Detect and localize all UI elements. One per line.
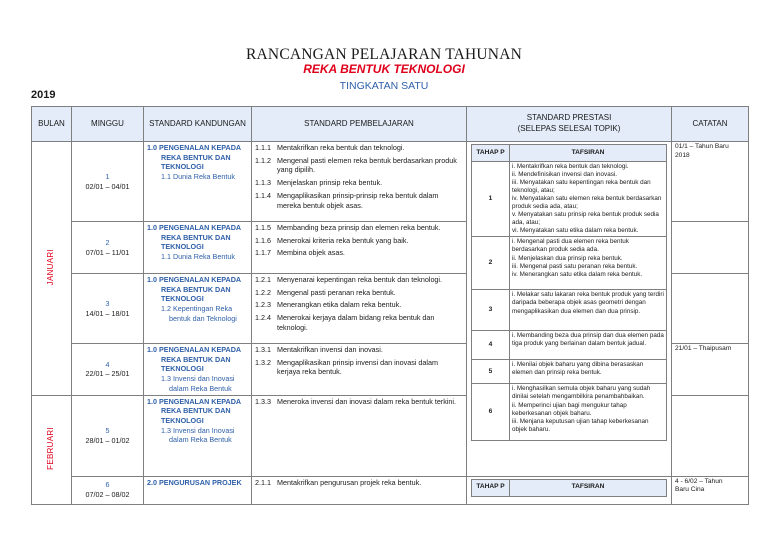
sp-item bbox=[255, 275, 463, 285]
sp-item bbox=[255, 288, 463, 298]
sp-item-text: Mentakrifkan reka bentuk dan teknologi. bbox=[277, 143, 405, 152]
sp-cell bbox=[252, 274, 467, 344]
sk-heading-line: REKA BENTUK DAN bbox=[161, 354, 231, 364]
sp-item-text: Mentakrifkan pengurusan projek reka bentuk. bbox=[277, 477, 422, 487]
sp-item-number: 1.1.5 bbox=[255, 223, 271, 232]
sp-item-number: 1.2.3 bbox=[255, 300, 271, 310]
tafsiran-line: i. Membanding beza dua prinsip dan dua elemen pada tiga produk yang berlainan dalam bentuk jadual. bbox=[512, 332, 664, 348]
sp-item bbox=[255, 345, 463, 355]
col-header-minggu: MINGGU bbox=[72, 107, 144, 142]
sk-cell bbox=[144, 344, 252, 396]
tafsiran-line: i. Melakar satu lakaran reka bentuk produk yang terdiri daripada beberapa objek asas geometri dengan mengaplikasikan dua elemen dan dua prinsip. bbox=[512, 291, 664, 315]
sp-item-number: 1.2.4 bbox=[255, 313, 271, 323]
prestasi-row bbox=[472, 331, 667, 360]
sk-heading: 2.0 PENGURUSAN PROJEK bbox=[147, 477, 242, 487]
sp-cell bbox=[252, 142, 467, 222]
tahap-header: TAHAP P bbox=[472, 479, 510, 496]
sp-item-number: 1.1.7 bbox=[255, 248, 271, 258]
tahap-number: 4 bbox=[472, 331, 510, 360]
tahap-number: 5 bbox=[472, 360, 510, 384]
sp-item bbox=[255, 300, 463, 310]
sp-item-text: Mengaplikasikan prinsip invensi dan inovasi dalam kerjaya reka bentuk. bbox=[277, 357, 439, 377]
sp-cell bbox=[252, 476, 467, 504]
sk-heading: 1.0 PENGENALAN KEPADA bbox=[147, 143, 242, 152]
sp-item-text: Mengenal pasti peranan reka bentuk. bbox=[277, 287, 396, 297]
prestasi-header-line2: (SELEPAS SELESAI TOPIK) bbox=[517, 124, 621, 133]
sp-cell bbox=[252, 395, 467, 476]
tafsiran-text bbox=[510, 162, 667, 237]
prestasi-cell bbox=[467, 142, 672, 477]
sk-heading-line: REKA BENTUK DAN bbox=[161, 406, 231, 416]
tafsiran-text bbox=[510, 237, 667, 290]
sp-cell bbox=[252, 222, 467, 274]
sp-item bbox=[255, 236, 463, 246]
catatan-line: 2018 bbox=[675, 151, 690, 159]
sp-item-text: Mengenal pasti elemen reka bentuk berdasarkan produk yang dipilih. bbox=[277, 155, 457, 175]
week-number: 5 bbox=[105, 425, 110, 435]
week-cell bbox=[72, 476, 144, 504]
sk-cell bbox=[144, 476, 252, 504]
sk-subtopic: 1.1 Dunia Reka Bentuk bbox=[161, 252, 235, 262]
prestasi-header-row bbox=[472, 145, 667, 162]
week-dates: 14/01 – 18/01 bbox=[85, 308, 130, 318]
week-dates: 07/02 – 08/02 bbox=[85, 490, 130, 500]
sp-item-number: 2.1.1 bbox=[255, 477, 271, 487]
sk-heading-line: TEKNOLOGI bbox=[161, 242, 204, 252]
prestasi-row bbox=[472, 290, 667, 331]
sp-item-number: 1.2.2 bbox=[255, 287, 271, 297]
sp-item-text: Menyenarai kepentingan reka bentuk dan teknologi. bbox=[277, 275, 443, 284]
week-cell bbox=[72, 222, 144, 274]
week-number: 1 bbox=[105, 171, 110, 181]
prestasi-row bbox=[472, 360, 667, 384]
sp-item-text: Menerokai kerjaya dalam bidang reka bentuk dan teknologi. bbox=[277, 313, 435, 332]
sk-heading-line: TEKNOLOGI bbox=[161, 416, 204, 426]
sp-item-number: 1.1.6 bbox=[255, 235, 271, 245]
month-cell-februari bbox=[32, 395, 72, 504]
catatan-line: Baru Cina bbox=[675, 486, 705, 494]
sk-cell bbox=[144, 395, 252, 476]
yearly-plan-table bbox=[31, 106, 749, 505]
tafsiran-line: ii. Menjelaskan dua prinsip reka bentuk. bbox=[512, 254, 623, 262]
catatan-line: 01/1 – Tahun Baru bbox=[675, 143, 729, 150]
sp-item-number: 1.1.2 bbox=[255, 155, 271, 165]
sk-cell bbox=[144, 142, 252, 222]
sp-item-text: Membanding beza prinsip dan elemen reka bentuk. bbox=[277, 223, 441, 232]
sp-item bbox=[255, 143, 463, 153]
week-number: 3 bbox=[105, 298, 110, 308]
tafsiran-line: i. Mengenal pasti dua elemen reka bentuk berdasarkan produk sedia ada. bbox=[512, 238, 629, 254]
week-number: 4 bbox=[105, 359, 110, 369]
sp-item-number: 1.1.4 bbox=[255, 190, 271, 200]
sp-item bbox=[255, 358, 463, 377]
catatan-cell bbox=[672, 222, 749, 274]
prestasi-cell bbox=[467, 476, 672, 504]
catatan-cell bbox=[672, 142, 749, 222]
sp-item-number: 1.3.2 bbox=[255, 357, 271, 367]
prestasi-table bbox=[471, 144, 667, 441]
catatan-cell bbox=[672, 476, 749, 504]
year-label: 2019 bbox=[31, 89, 56, 101]
tafsiran-text bbox=[510, 290, 667, 331]
tafsiran-line: iv. Menerangkan satu etika dalam reka bentuk. bbox=[512, 270, 643, 278]
document-title: RANCANGAN PELAJARAN TAHUNAN bbox=[246, 46, 522, 63]
tafsiran-header: TAFSIRAN bbox=[510, 145, 667, 162]
sp-item bbox=[255, 478, 463, 488]
sk-subtopic-line: dalam Reka Bentuk bbox=[169, 435, 232, 445]
tafsiran-line: iii. Menjana keputusan ujian tahap keberkesanan objek baharu. bbox=[512, 417, 649, 433]
prestasi-header-row bbox=[472, 479, 667, 496]
prestasi-row bbox=[472, 162, 667, 237]
sk-subtopic: 1.3 Invensi dan Inovasi bbox=[161, 425, 235, 435]
sk-heading: 1.0 PENGENALAN KEPADA bbox=[147, 396, 242, 406]
sp-item bbox=[255, 156, 463, 175]
sp-item bbox=[255, 397, 463, 407]
sp-item-text: Mentakrifkan invensi dan inovasi. bbox=[277, 345, 383, 354]
sp-item-text: Membina objek asas. bbox=[277, 248, 345, 258]
tahap-number: 3 bbox=[472, 290, 510, 331]
table-header-row bbox=[32, 107, 749, 142]
month-label: JANUARI bbox=[46, 248, 56, 286]
tafsiran-text bbox=[510, 331, 667, 360]
prestasi-row bbox=[472, 384, 667, 441]
sp-item-number: 1.2.1 bbox=[255, 275, 271, 284]
col-header-standard-pembelajaran: STANDARD PEMBELAJARAN bbox=[252, 107, 467, 142]
sp-item bbox=[255, 223, 463, 233]
week-cell bbox=[72, 344, 144, 396]
sk-heading-line: TEKNOLOGI bbox=[161, 162, 204, 172]
tafsiran-line: i. Mentakrifkan reka bentuk dan teknologi. bbox=[512, 163, 629, 170]
col-header-standard-kandungan: STANDARD KANDUNGAN bbox=[144, 107, 252, 142]
tafsiran-line: i. Menilai objek baharu yang dibina berasaskan elemen dan prinsip reka bentuk. bbox=[512, 361, 644, 377]
sk-subtopic: 1.3 Invensi dan Inovasi bbox=[161, 374, 235, 384]
sp-cell bbox=[252, 344, 467, 396]
col-header-bulan: BULAN bbox=[32, 107, 72, 142]
tafsiran-line: iv. Menyatakan satu elemen reka bentuk berdasarkan produk sedia ada, atau; bbox=[512, 195, 662, 211]
prestasi-row bbox=[472, 237, 667, 290]
catatan-cell bbox=[672, 274, 749, 344]
prestasi-header-line1: STANDARD PRESTASI bbox=[526, 113, 612, 123]
table-row bbox=[32, 476, 749, 504]
sp-item-text: Menjelaskan prinsip reka bentuk. bbox=[277, 178, 383, 188]
sp-item bbox=[255, 191, 463, 210]
week-dates: 02/01 – 04/01 bbox=[85, 181, 130, 191]
catatan-line: 21/01 – Thaipusam bbox=[675, 345, 732, 352]
tahap-number: 2 bbox=[472, 237, 510, 290]
week-dates: 28/01 – 01/02 bbox=[85, 435, 130, 445]
week-cell bbox=[72, 142, 144, 222]
tafsiran-line: i. Menghasilkan semula objek baharu yang sudah dinilai setelah mengambilkira penambahbaikan. bbox=[512, 385, 651, 401]
sk-heading: 1.0 PENGENALAN KEPADA bbox=[147, 275, 242, 284]
sp-item-text: Menerangkan etika dalam reka bentuk. bbox=[277, 300, 402, 310]
sk-heading-line: REKA BENTUK DAN bbox=[161, 284, 231, 294]
table-row bbox=[32, 142, 749, 222]
week-cell bbox=[72, 274, 144, 344]
sk-heading-line: REKA BENTUK DAN bbox=[161, 152, 231, 162]
week-cell bbox=[72, 395, 144, 476]
month-cell-januari bbox=[32, 142, 72, 396]
tafsiran-line: vi. Menyatakan satu etika dalam reka bentuk. bbox=[512, 227, 639, 235]
sp-item-number: 1.1.3 bbox=[255, 178, 271, 188]
tahap-number: 1 bbox=[472, 162, 510, 237]
tafsiran-header: TAFSIRAN bbox=[510, 479, 667, 496]
catatan-cell bbox=[672, 344, 749, 396]
week-dates: 22/01 – 25/01 bbox=[85, 369, 130, 379]
prestasi-table bbox=[471, 479, 667, 497]
tafsiran-line: ii. Mendefinisikan invensi dan inovasi. bbox=[512, 171, 618, 179]
week-dates: 07/01 – 11/01 bbox=[85, 247, 130, 257]
tafsiran-line: iii. Mengenal pasti satu peranan reka bentuk. bbox=[512, 262, 638, 270]
sk-cell bbox=[144, 222, 252, 274]
tafsiran-text bbox=[510, 360, 667, 384]
sp-item-number: 1.3.3 bbox=[255, 396, 271, 406]
sp-item bbox=[255, 313, 463, 332]
tahap-header: TAHAP P bbox=[472, 145, 510, 162]
tafsiran-line: iii. Menyatakan satu kepentingan reka bentuk dan teknologi, atau; bbox=[512, 179, 651, 195]
week-number: 2 bbox=[105, 237, 110, 247]
tafsiran-text bbox=[510, 384, 667, 441]
sp-item-text: Mengaplikasikan prinsip-prinsip reka bentuk dalam mereka bentuk objek asas. bbox=[277, 190, 439, 210]
sk-subtopic-line: dalam Reka Bentuk bbox=[169, 383, 232, 393]
catatan-cell bbox=[672, 395, 749, 476]
sp-item bbox=[255, 248, 463, 258]
tafsiran-line: ii. Memperinci ujian bagi mengukur tahap keberkesanan objek baharu. bbox=[512, 401, 627, 417]
sp-item bbox=[255, 178, 463, 188]
sk-cell bbox=[144, 274, 252, 344]
month-label: FEBRUARI bbox=[46, 426, 56, 470]
sk-heading: 1.0 PENGENALAN KEPADA bbox=[147, 345, 242, 354]
sk-heading-line: TEKNOLOGI bbox=[161, 294, 204, 304]
tafsiran-line: v. Menyatakan satu prinsip reka bentuk produk sedia ada, atau; bbox=[512, 211, 659, 227]
subject-title: REKA BENTUK TEKNOLOGI bbox=[303, 62, 465, 76]
sp-item-number: 1.1.1 bbox=[255, 143, 271, 152]
sk-subtopic-line: bentuk dan Teknologi bbox=[169, 313, 237, 323]
sk-heading-line: REKA BENTUK DAN bbox=[161, 232, 231, 242]
sp-item-text: Menerokai kriteria reka bentuk yang baik. bbox=[277, 235, 409, 245]
sk-subtopic: 1.2 Kepentingan Reka bbox=[161, 304, 233, 314]
catatan-line: 4 - 6/02 – Tahun bbox=[675, 477, 723, 485]
week-number: 6 bbox=[105, 480, 110, 490]
sp-item-text: Meneroka invensi dan inovasi dalam reka bentuk terkini. bbox=[277, 396, 456, 406]
col-header-catatan: CATATAN bbox=[672, 107, 749, 142]
level-title: TINGKATAN SATU bbox=[339, 80, 429, 92]
sk-subtopic: 1.1 Dunia Reka Bentuk bbox=[161, 172, 235, 182]
sk-heading-line: TEKNOLOGI bbox=[161, 364, 204, 374]
tahap-number: 6 bbox=[472, 384, 510, 441]
sp-item-number: 1.3.1 bbox=[255, 345, 271, 354]
sk-heading: 1.0 PENGENALAN KEPADA bbox=[147, 223, 242, 232]
col-header-standard-prestasi bbox=[467, 107, 672, 142]
